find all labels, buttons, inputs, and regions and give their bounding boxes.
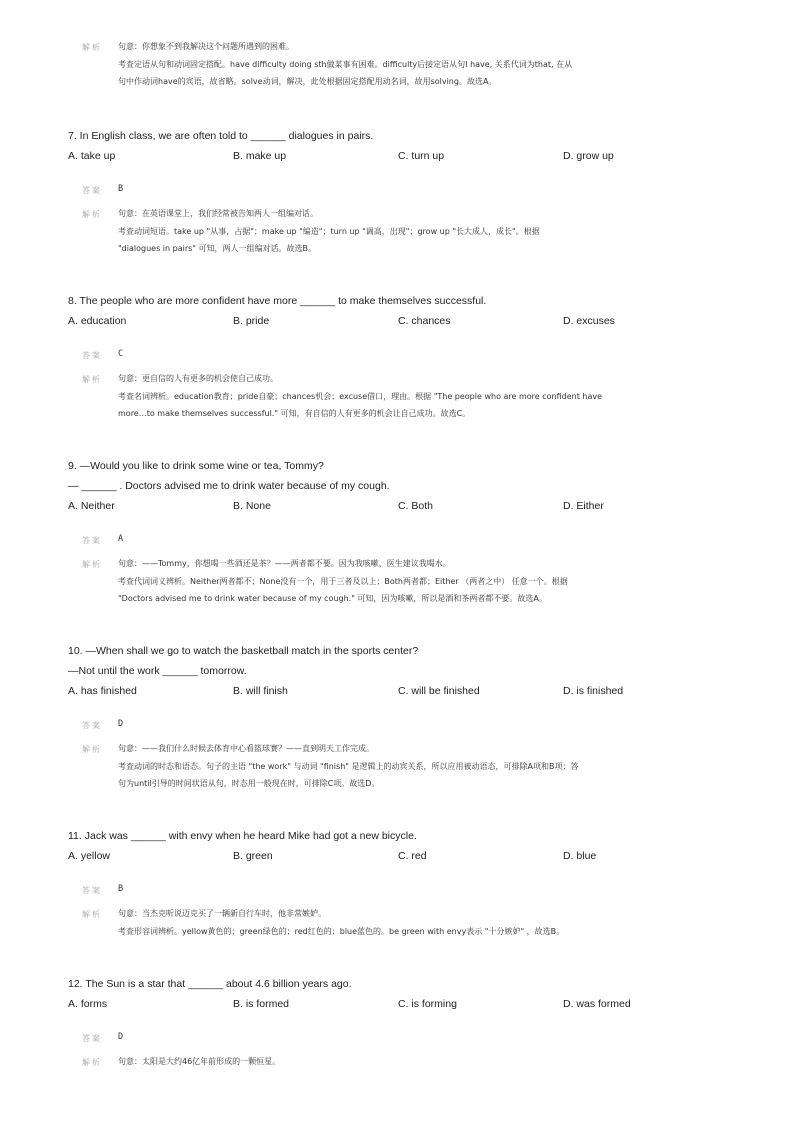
question-stem: 9. —Would you like to drink some wine or tea, Tommy? <box>68 460 324 472</box>
answer-value: D <box>118 1032 124 1042</box>
answer-label: 答案 <box>82 186 102 195</box>
question-stem: — ______ . Doctors advised me to drink water because of my cough. <box>68 480 390 492</box>
analysis-label: 解析 <box>82 745 102 754</box>
answer-value: D <box>118 719 124 729</box>
option-a: A. take up <box>68 150 116 162</box>
option-d: D. blue <box>563 850 597 862</box>
answer-value: A <box>118 534 124 544</box>
answer-label: 答案 <box>82 721 102 730</box>
option-c: C. Both <box>398 500 434 512</box>
analysis-label: 解析 <box>82 1058 102 1067</box>
analysis-text: 句意：——我们什么时候去体育中心看篮球赛？——直到明天工作完成。 考查动词的时态和语态。句子的主语 "the work" 与动词 "finish" 是逻辑上的动宾关系，所以应用被动语态，可排除A项和B项；答 句为until引导的时间状语从句，时态用一般现在时，可排除C项。故选D。 <box>118 744 579 788</box>
option-b: B. will finish <box>233 685 288 697</box>
options-row <box>68 850 768 864</box>
analysis-text: 句意：更自信的人有更多的机会使自己成功。 考查名词辨析。education教育；pride自豪；chances机会；excuse借口，理由。根据 "The people who are more confident have more…to make themselves successful." 可知，有自信的人有更多的机会让自己成功。故选C。 <box>118 374 603 418</box>
option-b: B. pride <box>233 315 270 327</box>
option-c: C. chances <box>398 315 451 327</box>
answer-value: B <box>118 884 124 894</box>
answer-value: C <box>118 349 124 359</box>
options-row <box>68 315 768 329</box>
option-c: C. turn up <box>398 150 445 162</box>
option-b: B. make up <box>233 150 287 162</box>
options-row <box>68 998 768 1012</box>
analysis-text: 句意：——Tommy，你想喝一些酒还是茶？——两者都不要。因为我咳嗽，医生建议我喝水。 考查代词词义辨析。Neither两者都不；None没有一个，用于三者及以上；Both两者都；Either （两者之中） 任意一个。根据 "Doctors advised me to drink water because of my cough." 可知，因为咳嗽，所以是酒和茶两者都不要。故选A。 <box>118 559 568 603</box>
analysis-label: 解析 <box>82 375 102 384</box>
question-stem: —Not until the work ______ tomorrow. <box>68 665 247 677</box>
option-a: A. has finished <box>68 685 137 697</box>
analysis-text: 句意：太阳是大约46亿年前形成的一颗恒星。 <box>118 1057 281 1066</box>
option-c: C. is forming <box>398 998 457 1010</box>
option-a: A. forms <box>68 998 108 1010</box>
option-b: B. is formed <box>233 998 290 1010</box>
analysis-label: 解析 <box>82 560 102 569</box>
analysis-label: 解析 <box>82 210 102 219</box>
answer-label: 答案 <box>82 1034 102 1043</box>
analysis-label: 解析 <box>82 43 102 52</box>
answer-label: 答案 <box>82 351 102 360</box>
analysis-text: 句意：当杰克听说迈克买了一辆新自行车时，他非常嫉妒。 考查形容词辨析。yellow黄色的；green绿色的；red红色的；blue蓝色的。be green with envy表示 "十分嫉妒" ，故选B。 <box>118 909 565 936</box>
option-d: D. was formed <box>563 998 631 1010</box>
question-stem: 7. In English class, we are often told to ______ dialogues in pairs. <box>68 130 374 142</box>
option-b: B. green <box>233 850 273 862</box>
option-d: D. grow up <box>563 150 614 162</box>
option-c: C. will be finished <box>398 685 480 697</box>
option-b: B. None <box>233 500 271 512</box>
question-stem: 8. The people who are more confident have more ______ to make themselves successful. <box>68 295 487 307</box>
answer-value: B <box>118 184 124 194</box>
analysis-text: 句意：你想象不到我解决这个问题所遇到的困难。 考查定语从句和动词固定搭配。have difficulty doing sth做某事有困难。difficulty后接定语从句I have, 关系代词为that, 在从 句中作动词have的宾语，故省略。solve动词，解决，此处根据固定搭配用动名词，故用solving。故选A。 <box>118 42 573 86</box>
option-a: A. yellow <box>68 850 111 862</box>
option-a: A. Neither <box>68 500 115 512</box>
option-d: D. excuses <box>563 315 615 327</box>
analysis-label: 解析 <box>82 910 102 919</box>
question-stem: 11. Jack was ______ with envy when he heard Mike had got a new bicycle. <box>68 830 417 842</box>
options-row <box>68 685 768 699</box>
answer-label: 答案 <box>82 536 102 545</box>
question-stem: 12. The Sun is a star that ______ about 4.6 billion years ago. <box>68 978 352 990</box>
options-row <box>68 150 768 164</box>
option-a: A. education <box>68 315 127 327</box>
option-d: D. Either <box>563 500 604 512</box>
question-stem: 10. —When shall we go to watch the basketball match in the sports center? <box>68 645 419 657</box>
answer-label: 答案 <box>82 886 102 895</box>
analysis-text: 句意：在英语课堂上，我们经常被告知两人一组编对话。 考查动词短语。take up "从事，占据"；make up "编造"；turn up "调高，出现"；grow up "长大成人，成长"。根据 "dialogues in pairs" 可知，两人一组编对话。故选B。 <box>118 209 540 253</box>
options-row <box>68 500 768 514</box>
option-c: C. red <box>398 850 427 862</box>
option-d: D. is finished <box>563 685 624 697</box>
